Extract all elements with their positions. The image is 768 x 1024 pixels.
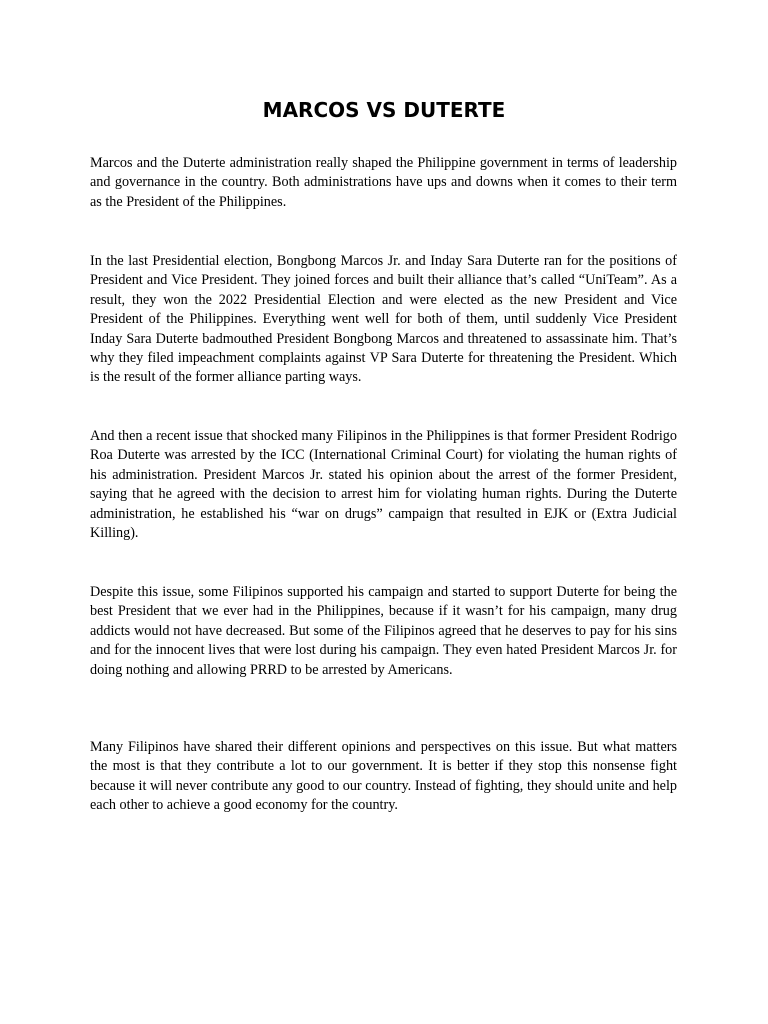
paragraph-conclusion: Many Filipinos have shared their different opinions and perspectives on this issue. But what matters the most is that they contribute a lot to our government. It is better if they stop this nonsense fight because it will never contribute any good to our country. Instead of fighting, they should unite and help each other to achieve a good economy for the country. — [90, 739, 677, 814]
paragraph-arrest: And then a recent issue that shocked many Filipinos in the Philippines is that former President Rodrigo Roa Duterte was arrested by the ICC (International Criminal Court) for violating the human rights of his administration. President Marcos Jr. stated his opinion about the arrest of the former President, saying that he agreed with the decision to arrest him for violating human rights. During the Duterte administration, he established his “war on drugs” campaign that resulted in EJK or (Extra Judicial Killing). — [90, 428, 677, 542]
paragraph-support: Despite this issue, some Filipinos supported his campaign and started to support Duterte for being the best President that we ever had in the Philippines, because if it wasn’t for his campaign, many drug addicts would not have decreased. But some of the Filipinos agreed that he deserves to pay for his sins and for the innocent lives that were lost during his campaign. They even hated President Marcos Jr. for doing nothing and allowing PRRD to be arrested by Americans. — [90, 584, 677, 678]
paragraph-intro: Marcos and the Duterte administration really shaped the Philippine government in terms of leadership and governance in the country. Both administrations have ups and downs when it comes to their term as the President of the Philippines. — [90, 155, 677, 210]
document-title: MARCOS VS DUTERTE — [262, 98, 506, 122]
paragraph-election: In the last Presidential election, Bongbong Marcos Jr. and Inday Sara Duterte ran for the positions of President and Vice President. They joined forces and built their alliance that’s called “UniTeam”. As a result, they won the 2022 Presidential Election and were elected as the new President and Vice President of the Philippines. Everything went well for both of them, until suddenly Vice President Inday Sara Duterte badmouthed President Bongbong Marcos and threatened to assassinate him. That’s why they filed impeachment complaints against VP Sara Duterte for threatening the President. Which is the result of the former alliance parting ways. — [90, 253, 677, 386]
